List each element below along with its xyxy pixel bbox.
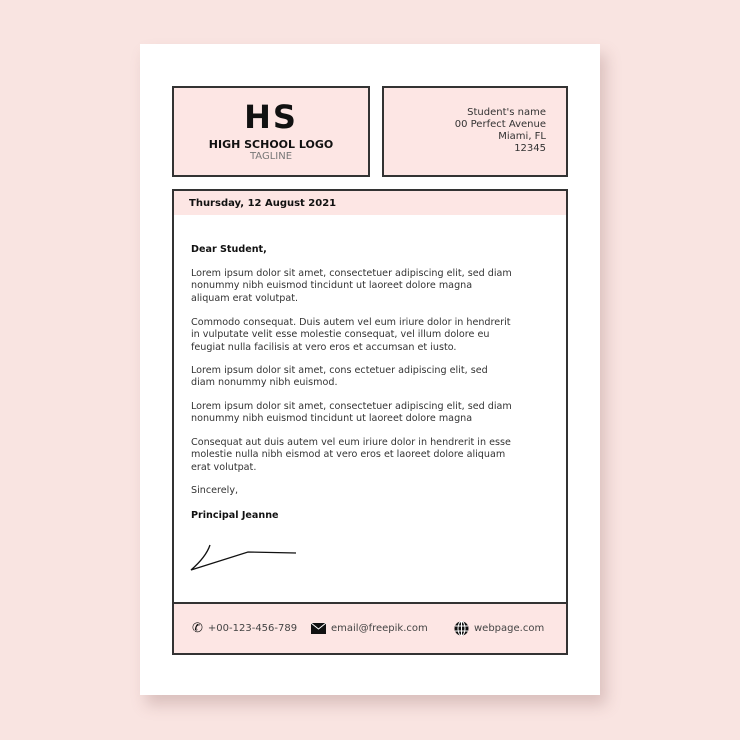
footer-email	[311, 623, 428, 634]
greeting: Dear Student,	[191, 244, 267, 255]
envelope-icon	[311, 623, 326, 634]
paragraph: Lorem ipsum dolor sit amet, consectetuer adipiscing elit, sed diam nonummy nibh euismod tincidunt ut laoreet dolore magna	[191, 401, 512, 425]
web-text: webpage.com	[474, 623, 545, 634]
letterhead-page	[140, 44, 600, 695]
closing: Sincerely,	[191, 485, 239, 496]
zip: 12345	[514, 143, 546, 154]
logo-name: HIGH SCHOOL LOGO	[208, 138, 334, 151]
student-name: Student's name	[467, 107, 546, 118]
footer-web	[454, 621, 544, 636]
paragraph: Consequat aut duis autem vel eum iriure dolor in hendrerit in esse molestie nulla nibh eismod at vero eros et laoreet dolore aliquam erat volutpat.	[191, 437, 511, 473]
logo-box	[172, 86, 370, 177]
globe-icon	[454, 621, 469, 636]
phone-text: +00-123-456-789	[207, 623, 298, 634]
paragraph: Lorem ipsum dolor sit amet, cons ectetuer adipiscing elit, sed diam nonummy nibh euismod.	[191, 365, 488, 389]
paragraph: Lorem ipsum dolor sit amet, consectetuer adipiscing elit, sed diam nonummy nibh euismod tincidunt ut laoreet dolore magna aliquam erat volutpat.	[191, 268, 512, 304]
city: Miami, FL	[498, 131, 546, 142]
logo-tagline: TAGLINE	[249, 151, 293, 162]
date-bar: Thursday, 12 August 2021	[172, 189, 568, 217]
logo-initials: HS	[244, 98, 298, 136]
street: 00 Perfect Avenue	[454, 119, 546, 130]
phone-icon: ✆	[192, 621, 203, 636]
letter-body	[172, 215, 568, 603]
paragraph: Commodo consequat. Duis autem vel eum iriure dolor in hendrerit in vulputate velit esse molestie consequat, vel illum dolore eu feugiat nulla facilisis at vero eros et accumsan et iusto.	[191, 317, 511, 353]
footer-phone	[192, 621, 297, 636]
signer: Principal Jeanne	[191, 510, 279, 521]
email-text: email@freepik.com	[331, 623, 428, 634]
signature	[188, 543, 298, 573]
address-box	[382, 86, 568, 177]
footer-bar	[172, 602, 568, 655]
